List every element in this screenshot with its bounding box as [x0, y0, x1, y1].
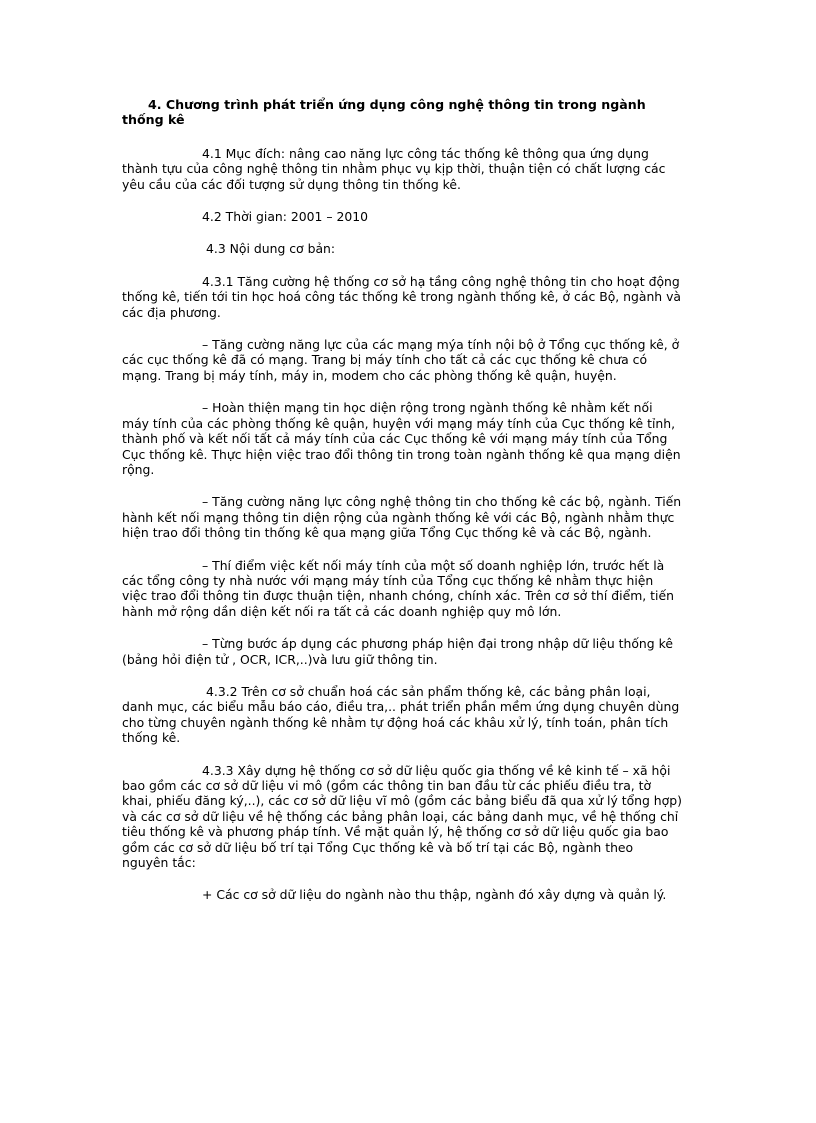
- bullet-modern-methods: – Từng bước áp dụng các phương pháp hiện đại trong nhập dữ liệu thống kê (bảng hỏi điện tử , OCR, ICR,..)và lưu giữ thông tin.: [122, 636, 673, 667]
- paragraph-4-3-1: 4.3.1 Tăng cường hệ thống cơ sở hạ tầng công nghệ thông tin cho hoạt động thống kê, tiến tới tin học hoá công tác thống kê trong ngành thống kê, ở các Bộ, ngành và các địa phương.: [122, 273, 682, 320]
- document-body: [122, 97, 682, 903]
- bullet-local-networks: – Tăng cường năng lực của các mạng mýa tính nội bộ ở Tổng cục thống kê, ở các cục thống kê đã có mạng. Trang bị máy tính cho tất cả các cục thống kê chưa có mạng. Trang bị máy tính, máy in, modem cho các phòng thống kê quận, huyện.: [122, 337, 680, 383]
- paragraph-time: 4.2 Thời gian: 2001 – 2010: [202, 209, 369, 225]
- bullet-ministries: – Tăng cường năng lực công nghệ thông tin cho thống kê các bộ, ngành. Tiến hành kết nối mạng thông tin diện rộng của ngành thống kê với các Bộ, ngành nhằm thực hiện trao đổi thông tin thống kê qua mạng giữa Tổng Cục thống kê và các Bộ, ngành.: [122, 494, 682, 541]
- section-heading: 4. Chương trình phát triển ứng dụng công nghệ thông tin trong ngành thống kê: [122, 97, 646, 128]
- bullet-database-principle: + Các cơ sở dữ liệu do ngành nào thu thập, ngành đó xây dựng và quản lý.: [202, 887, 667, 903]
- paragraph-purpose: 4.1 Mục đích: nâng cao năng lực công tác thống kê thông qua ứng dụng thành tựu của công nghệ thông tin nhằm phục vụ kịp thời, thuận tiện có chất lượng các yêu cầu của các đối tượng sử dụng thông tin thống kê.: [122, 145, 666, 192]
- paragraph-4-3-2: 4.3.2 Trên cơ sở chuẩn hoá các sản phẩm thống kê, các bảng phân loại, danh mục, các biểu mẫu báo cáo, điều tra,.. phát triển phần mềm ứng dụng chuyên dùng cho từng chuyên ngành thống kê nhằm tự động hoá các khâu xử lý, tính toán, phân tích thống kê.: [122, 683, 680, 746]
- bullet-wide-area-network: – Hoàn thiện mạng tin học diện rộng trong ngành thống kê nhằm kết nối máy tính của các phòng thống kê quận, huyện với mạng máy tính của Cục thống kê tỉnh, thành phố và kết nối tất cả máy tính của các Cục thống kê với mạng máy tính của Tổng Cục thống kê. Thực hiện việc trao đổi thông tin trong toàn ngành thống kê qua mạng diện rộng.: [122, 400, 681, 477]
- paragraph-content-heading: 4.3 Nội dung cơ bản:: [206, 241, 336, 257]
- paragraph-4-3-3: 4.3.3 Xây dựng hệ thống cơ sở dữ liệu quốc gia thống về kê kinh tế – xã hội bao gồm các cơ sở dữ liệu vi mô (gồm các thông tin ban đầu từ các phiếu điều tra, tờ khai, phiếu đăng ký,..), các cơ sở dữ liệu vĩ mô (gồm các bảng biểu đã qua xử lý tổng hợp) và các cơ sở dữ liệu về hệ thống các bảng phân loại, các bảng danh mục, về hệ thống chỉ tiêu thống kê và phương pháp tính. Về mặt quản lý, hệ thống cơ sở dữ liệu quốc gia bao gồm các cơ sở dữ liệu bố trí tại Tổng Cục thống kê và bố trí tại các Bộ, ngành theo nguyên tắc:: [122, 762, 682, 871]
- bullet-enterprises: – Thí điểm việc kết nối máy tính của một số doanh nghiệp lớn, trước hết là các tổng công ty nhà nước với mạng máy tính của Tổng cục thống kê nhằm thực hiện việc trao đổi thông tin được thuận tiện, nhanh chóng, chính xác. Trên cơ sở thí điểm, tiến hành mở rộng dần diện kết nối ra tất cả các doanh nghiệp quy mô lớn.: [122, 557, 674, 619]
